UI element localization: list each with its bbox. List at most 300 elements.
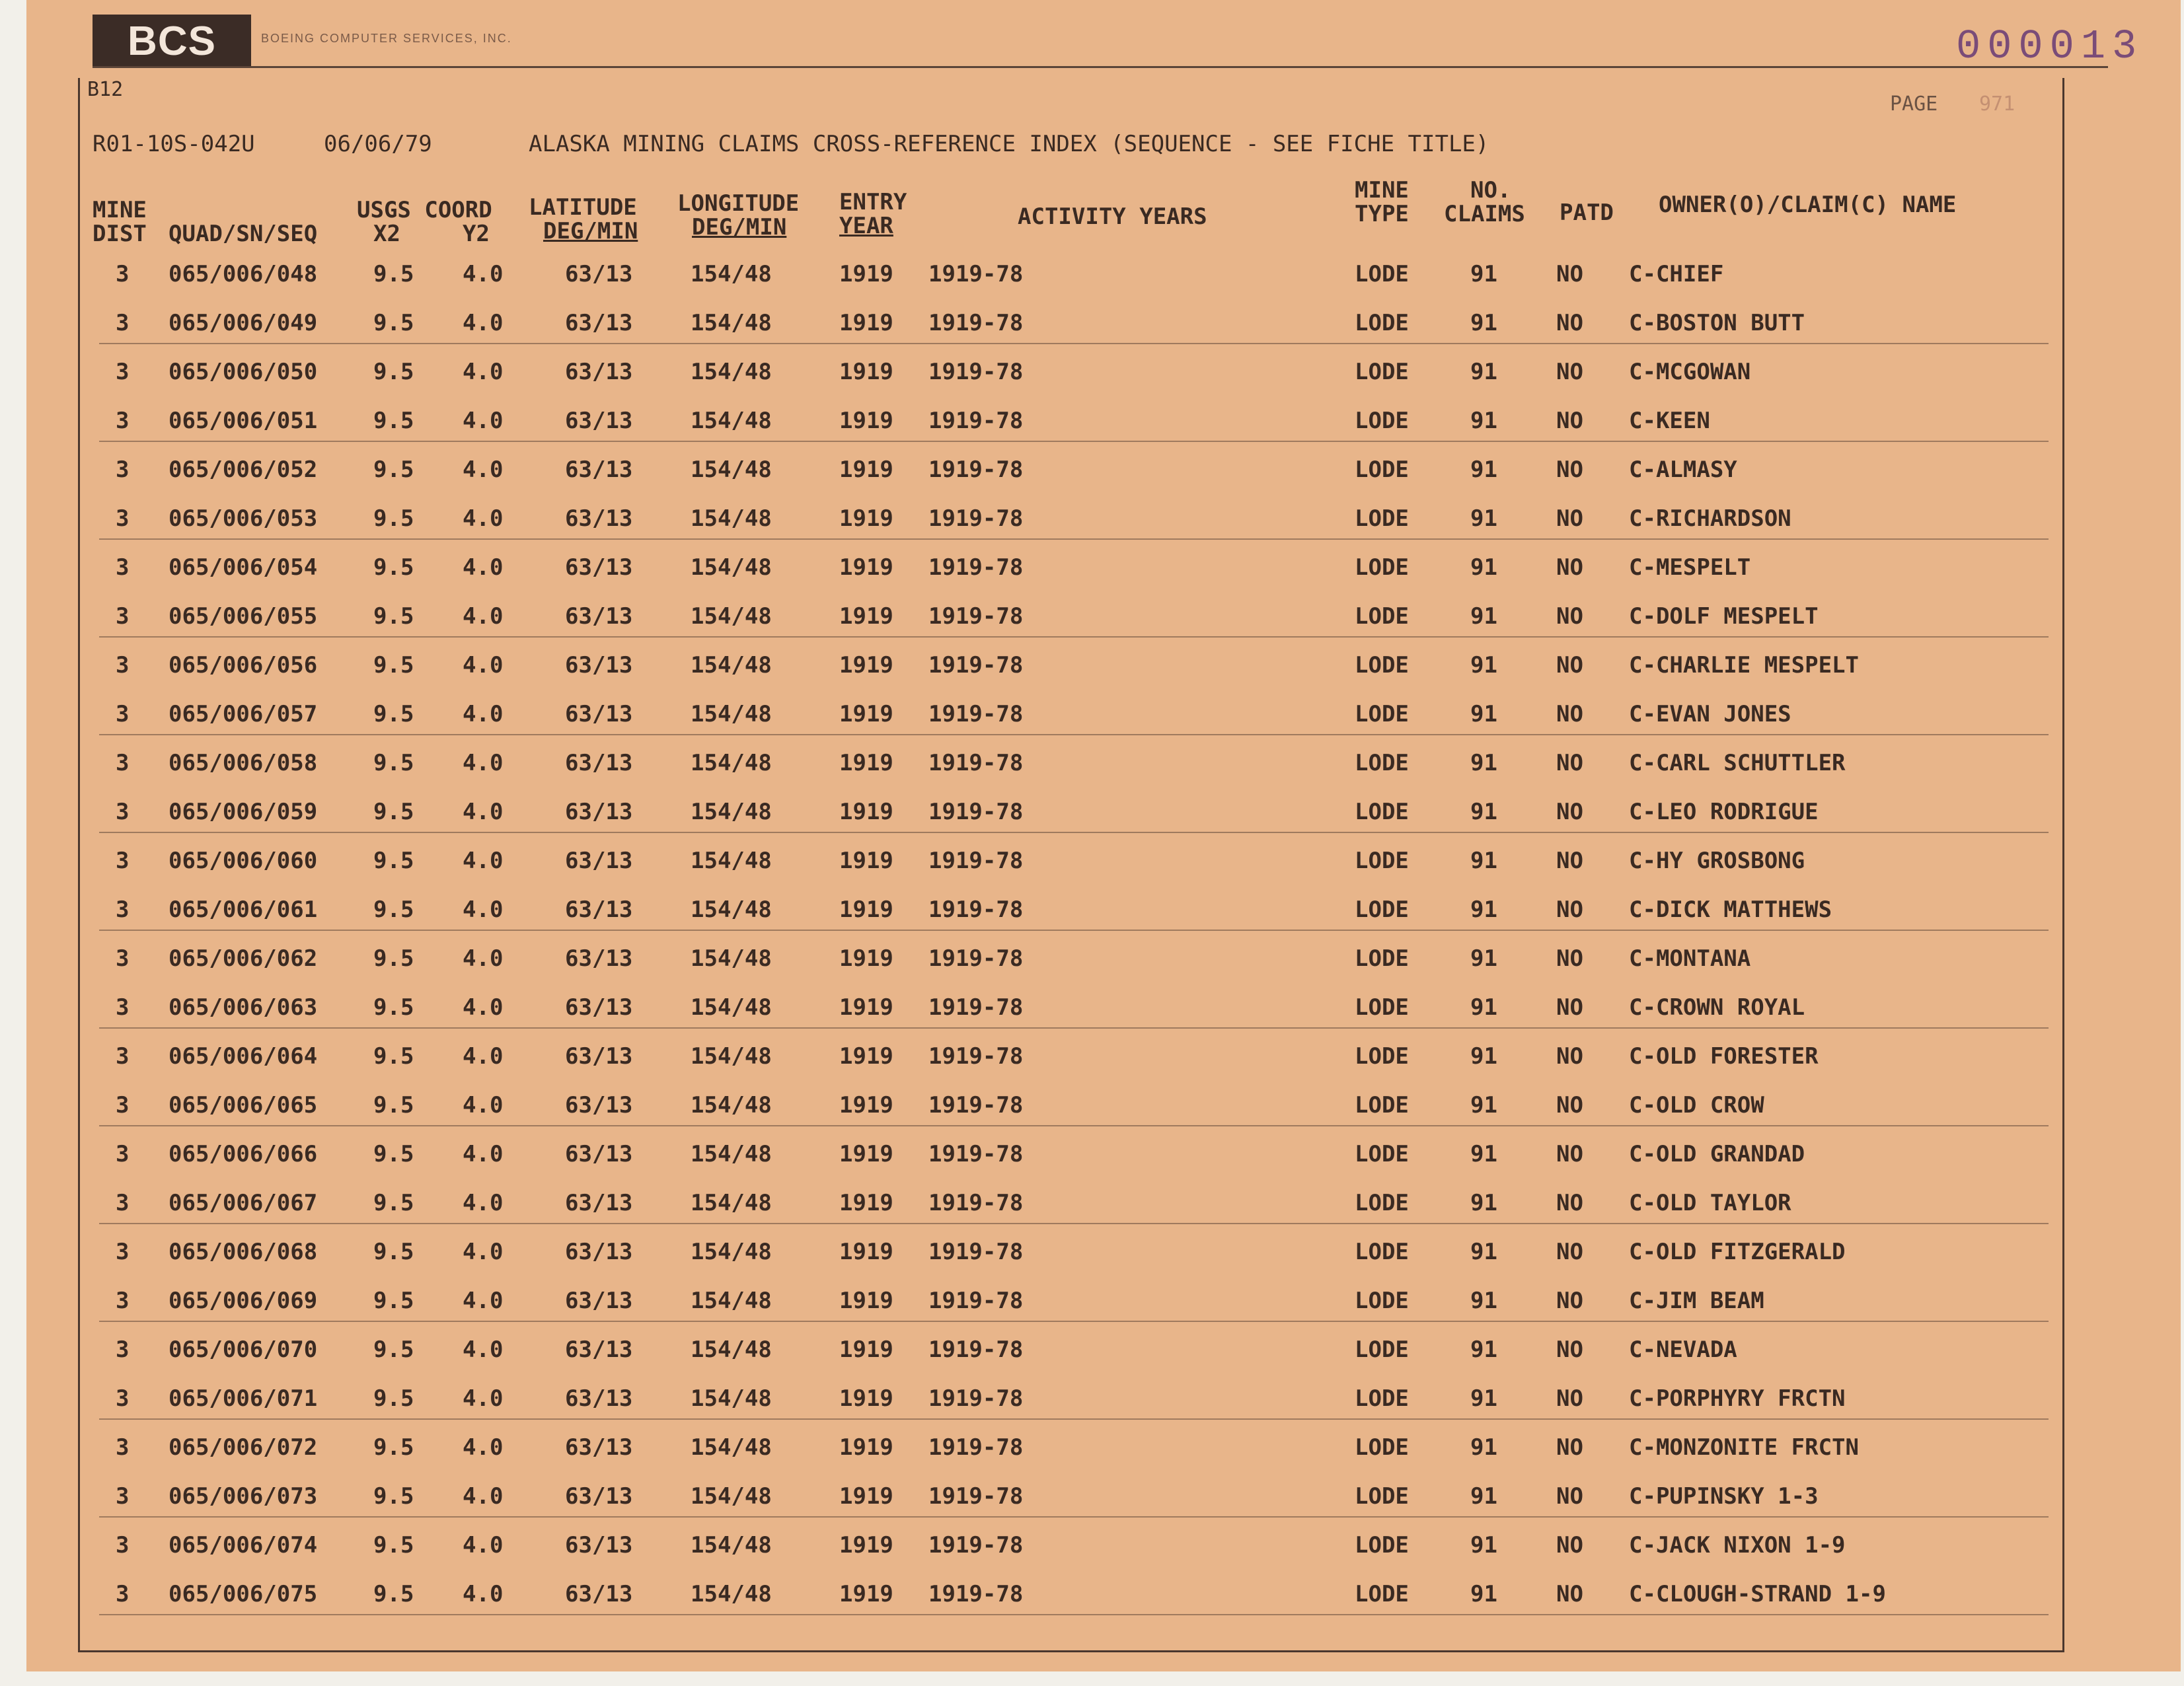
cell-latitude: 63/13	[565, 408, 633, 434]
cell-y2: 4.0	[463, 1239, 504, 1265]
cell-longitude: 154/48	[691, 1092, 772, 1118]
cell-latitude: 63/13	[565, 554, 633, 581]
cell-no-claims: 91	[1470, 1434, 1497, 1461]
cell-owner-claim-name: C-DICK MATTHEWS	[1629, 897, 1832, 923]
cell-quad: 065/006/061	[169, 897, 318, 923]
cell-quad: 065/006/052	[169, 457, 318, 483]
cell-patd: NO	[1556, 310, 1583, 336]
cell-x2: 9.5	[373, 1532, 414, 1558]
cell-x2: 9.5	[373, 554, 414, 581]
cell-entry-year: 1919	[839, 799, 893, 825]
cell-quad: 065/006/074	[169, 1532, 318, 1558]
cell-patd: NO	[1556, 994, 1583, 1021]
cell-mine-type: LODE	[1355, 1337, 1409, 1363]
cell-y2: 4.0	[463, 1288, 504, 1314]
cell-longitude: 154/48	[691, 945, 772, 972]
cell-patd: NO	[1556, 1434, 1583, 1461]
report-date: 06/06/79	[324, 131, 432, 157]
cell-mine-type: LODE	[1355, 1483, 1409, 1510]
col-mine-dist: MINE DIST	[93, 197, 147, 247]
cell-y2: 4.0	[463, 1385, 504, 1412]
cell-owner-claim-name: C-PUPINSKY 1-3	[1629, 1483, 1819, 1510]
cell-entry-year: 1919	[839, 1483, 893, 1510]
cell-entry-year: 1919	[839, 603, 893, 630]
table-row	[0, 1434, 2184, 1481]
cell-patd: NO	[1556, 799, 1583, 825]
cell-entry-year: 1919	[839, 505, 893, 532]
table-row	[0, 310, 2184, 356]
cell-latitude: 63/13	[565, 1581, 633, 1607]
cell-mine-dist: 3	[116, 1532, 130, 1558]
cell-longitude: 154/48	[691, 310, 772, 336]
row-divider	[99, 1125, 2049, 1126]
cell-x2: 9.5	[373, 994, 414, 1021]
cell-owner-claim-name: C-CHARLIE MESPELT	[1629, 652, 1859, 678]
cell-mine-type: LODE	[1355, 457, 1409, 483]
cell-latitude: 63/13	[565, 310, 633, 336]
row-divider	[99, 1418, 2049, 1420]
cell-patd: NO	[1556, 1141, 1583, 1167]
cell-quad: 065/006/058	[169, 750, 318, 776]
cell-activity-years: 1919-78	[928, 994, 1024, 1021]
cell-latitude: 63/13	[565, 799, 633, 825]
cell-mine-type: LODE	[1355, 1532, 1409, 1558]
table-row	[0, 1043, 2184, 1089]
cell-mine-type: LODE	[1355, 848, 1409, 874]
cell-owner-claim-name: C-MESPELT	[1629, 554, 1751, 581]
cell-mine-type: LODE	[1355, 261, 1409, 287]
cell-y2: 4.0	[463, 652, 504, 678]
cell-latitude: 63/13	[565, 1239, 633, 1265]
cell-mine-type: LODE	[1355, 1385, 1409, 1412]
cell-activity-years: 1919-78	[928, 554, 1024, 581]
row-divider	[99, 734, 2049, 735]
cell-y2: 4.0	[463, 701, 504, 727]
cell-latitude: 63/13	[565, 848, 633, 874]
cell-y2: 4.0	[463, 1581, 504, 1607]
cell-quad: 065/006/071	[169, 1385, 318, 1412]
cell-no-claims: 91	[1470, 1288, 1497, 1314]
cell-latitude: 63/13	[565, 945, 633, 972]
cell-latitude: 63/13	[565, 1385, 633, 1412]
cell-owner-claim-name: C-OLD GRANDAD	[1629, 1141, 1805, 1167]
cell-quad: 065/006/075	[169, 1581, 318, 1607]
cell-latitude: 63/13	[565, 701, 633, 727]
col-usgs-coord: USGS COORD	[357, 197, 492, 223]
row-divider	[99, 1614, 2049, 1615]
cell-latitude: 63/13	[565, 897, 633, 923]
cell-activity-years: 1919-78	[928, 1141, 1024, 1167]
cell-entry-year: 1919	[839, 457, 893, 483]
cell-owner-claim-name: C-MONZONITE FRCTN	[1629, 1434, 1859, 1461]
cell-quad: 065/006/059	[169, 799, 318, 825]
cell-latitude: 63/13	[565, 505, 633, 532]
cell-no-claims: 91	[1470, 1483, 1497, 1510]
cell-patd: NO	[1556, 750, 1583, 776]
cell-mine-dist: 3	[116, 359, 130, 385]
row-divider	[99, 343, 2049, 344]
col-mine-type: MINE TYPE	[1355, 177, 1409, 227]
col-y2: Y2	[463, 221, 490, 247]
cell-mine-dist: 3	[116, 1483, 130, 1510]
cell-activity-years: 1919-78	[928, 945, 1024, 972]
cell-mine-dist: 3	[116, 701, 130, 727]
table-row	[0, 652, 2184, 698]
cell-x2: 9.5	[373, 1288, 414, 1314]
cell-longitude: 154/48	[691, 1385, 772, 1412]
col-x2: X2	[373, 221, 400, 247]
row-divider	[99, 1027, 2049, 1029]
cell-latitude: 63/13	[565, 1532, 633, 1558]
cell-entry-year: 1919	[839, 652, 893, 678]
cell-y2: 4.0	[463, 750, 504, 776]
cell-latitude: 63/13	[565, 750, 633, 776]
cell-entry-year: 1919	[839, 261, 893, 287]
table-row	[0, 1532, 2184, 1578]
cell-activity-years: 1919-78	[928, 750, 1024, 776]
cell-mine-dist: 3	[116, 994, 130, 1021]
cell-quad: 065/006/062	[169, 945, 318, 972]
cell-activity-years: 1919-78	[928, 1434, 1024, 1461]
cell-patd: NO	[1556, 1288, 1583, 1314]
cell-latitude: 63/13	[565, 1043, 633, 1070]
cell-mine-dist: 3	[116, 554, 130, 581]
fiche-id: B12	[87, 78, 124, 101]
page-label: PAGE	[1890, 92, 1938, 116]
cell-mine-type: LODE	[1355, 1190, 1409, 1216]
cell-mine-type: LODE	[1355, 945, 1409, 972]
cell-activity-years: 1919-78	[928, 359, 1024, 385]
cell-activity-years: 1919-78	[928, 701, 1024, 727]
cell-mine-type: LODE	[1355, 505, 1409, 532]
table-row	[0, 1141, 2184, 1187]
cell-patd: NO	[1556, 652, 1583, 678]
cell-activity-years: 1919-78	[928, 310, 1024, 336]
cell-entry-year: 1919	[839, 994, 893, 1021]
cell-y2: 4.0	[463, 897, 504, 923]
cell-no-claims: 91	[1470, 799, 1497, 825]
cell-quad: 065/006/069	[169, 1288, 318, 1314]
cell-activity-years: 1919-78	[928, 848, 1024, 874]
cell-mine-dist: 3	[116, 750, 130, 776]
cell-mine-dist: 3	[116, 1141, 130, 1167]
cell-longitude: 154/48	[691, 750, 772, 776]
cell-x2: 9.5	[373, 701, 414, 727]
cell-mine-type: LODE	[1355, 1141, 1409, 1167]
cell-entry-year: 1919	[839, 310, 893, 336]
table-row	[0, 359, 2184, 405]
cell-mine-type: LODE	[1355, 1434, 1409, 1461]
cell-patd: NO	[1556, 701, 1583, 727]
cell-activity-years: 1919-78	[928, 1385, 1024, 1412]
cell-patd: NO	[1556, 603, 1583, 630]
cell-x2: 9.5	[373, 457, 414, 483]
cell-x2: 9.5	[373, 1239, 414, 1265]
cell-owner-claim-name: C-CROWN ROYAL	[1629, 994, 1805, 1021]
cell-latitude: 63/13	[565, 652, 633, 678]
cell-quad: 065/006/054	[169, 554, 318, 581]
cell-mine-type: LODE	[1355, 652, 1409, 678]
cell-y2: 4.0	[463, 1141, 504, 1167]
cell-no-claims: 91	[1470, 1532, 1497, 1558]
cell-mine-dist: 3	[116, 1337, 130, 1363]
cell-longitude: 154/48	[691, 261, 772, 287]
cell-longitude: 154/48	[691, 1239, 772, 1265]
cell-entry-year: 1919	[839, 1288, 893, 1314]
row-divider	[99, 930, 2049, 931]
cell-activity-years: 1919-78	[928, 1043, 1024, 1070]
cell-y2: 4.0	[463, 1190, 504, 1216]
cell-patd: NO	[1556, 1385, 1583, 1412]
cell-owner-claim-name: C-JACK NIXON 1-9	[1629, 1532, 1846, 1558]
col-activity-years: ACTIVITY YEARS	[1018, 203, 1207, 230]
cell-no-claims: 91	[1470, 848, 1497, 874]
cell-x2: 9.5	[373, 310, 414, 336]
cell-patd: NO	[1556, 1239, 1583, 1265]
cell-x2: 9.5	[373, 359, 414, 385]
cell-x2: 9.5	[373, 408, 414, 434]
cell-patd: NO	[1556, 848, 1583, 874]
cell-x2: 9.5	[373, 799, 414, 825]
table-row	[0, 1092, 2184, 1138]
cell-y2: 4.0	[463, 1043, 504, 1070]
cell-entry-year: 1919	[839, 1141, 893, 1167]
report-title: ALASKA MINING CLAIMS CROSS-REFERENCE INDEX (SEQUENCE - SEE FICHE TITLE)	[529, 131, 1489, 157]
col-no-claims: NO. CLAIMS	[1444, 177, 1525, 227]
cell-longitude: 154/48	[691, 897, 772, 923]
cell-mine-dist: 3	[116, 261, 130, 287]
cell-y2: 4.0	[463, 848, 504, 874]
cell-mine-type: LODE	[1355, 554, 1409, 581]
cell-patd: NO	[1556, 1337, 1583, 1363]
cell-quad: 065/006/049	[169, 310, 318, 336]
cell-quad: 065/006/066	[169, 1141, 318, 1167]
cell-patd: NO	[1556, 554, 1583, 581]
cell-entry-year: 1919	[839, 1092, 893, 1118]
cell-y2: 4.0	[463, 310, 504, 336]
cell-mine-type: LODE	[1355, 1581, 1409, 1607]
cell-mine-dist: 3	[116, 310, 130, 336]
cell-y2: 4.0	[463, 1434, 504, 1461]
cell-quad: 065/006/068	[169, 1239, 318, 1265]
cell-x2: 9.5	[373, 945, 414, 972]
cell-longitude: 154/48	[691, 1434, 772, 1461]
cell-longitude: 154/48	[691, 603, 772, 630]
cell-owner-claim-name: C-RICHARDSON	[1629, 505, 1791, 532]
cell-no-claims: 91	[1470, 554, 1497, 581]
cell-no-claims: 91	[1470, 652, 1497, 678]
cell-no-claims: 91	[1470, 750, 1497, 776]
cell-patd: NO	[1556, 261, 1583, 287]
cell-latitude: 63/13	[565, 1141, 633, 1167]
cell-activity-years: 1919-78	[928, 799, 1024, 825]
cell-longitude: 154/48	[691, 701, 772, 727]
cell-entry-year: 1919	[839, 701, 893, 727]
cell-latitude: 63/13	[565, 1434, 633, 1461]
cell-no-claims: 91	[1470, 994, 1497, 1021]
cell-entry-year: 1919	[839, 1581, 893, 1607]
cell-x2: 9.5	[373, 1581, 414, 1607]
cell-longitude: 154/48	[691, 994, 772, 1021]
cell-latitude: 63/13	[565, 359, 633, 385]
table-row	[0, 1483, 2184, 1529]
cell-mine-type: LODE	[1355, 701, 1409, 727]
cell-x2: 9.5	[373, 261, 414, 287]
cell-y2: 4.0	[463, 554, 504, 581]
cell-patd: NO	[1556, 945, 1583, 972]
cell-patd: NO	[1556, 1190, 1583, 1216]
cell-mine-dist: 3	[116, 408, 130, 434]
cell-x2: 9.5	[373, 1483, 414, 1510]
cell-longitude: 154/48	[691, 1337, 772, 1363]
cell-quad: 065/006/050	[169, 359, 318, 385]
cell-quad: 065/006/067	[169, 1190, 318, 1216]
cell-entry-year: 1919	[839, 945, 893, 972]
cell-entry-year: 1919	[839, 848, 893, 874]
cell-owner-claim-name: C-MCGOWAN	[1629, 359, 1751, 385]
cell-y2: 4.0	[463, 1483, 504, 1510]
cell-activity-years: 1919-78	[928, 1581, 1024, 1607]
cell-no-claims: 91	[1470, 945, 1497, 972]
cell-owner-claim-name: C-OLD FITZGERALD	[1629, 1239, 1846, 1265]
cell-activity-years: 1919-78	[928, 457, 1024, 483]
cell-y2: 4.0	[463, 408, 504, 434]
cell-owner-claim-name: C-CHIEF	[1629, 261, 1724, 287]
row-divider	[99, 1223, 2049, 1224]
cell-x2: 9.5	[373, 897, 414, 923]
row-divider	[99, 1321, 2049, 1322]
cell-longitude: 154/48	[691, 408, 772, 434]
cell-patd: NO	[1556, 1483, 1583, 1510]
table-row	[0, 945, 2184, 992]
cell-x2: 9.5	[373, 1092, 414, 1118]
cell-activity-years: 1919-78	[928, 1239, 1024, 1265]
cell-no-claims: 91	[1470, 1239, 1497, 1265]
cell-entry-year: 1919	[839, 897, 893, 923]
table-row	[0, 408, 2184, 454]
cell-y2: 4.0	[463, 1532, 504, 1558]
table-row	[0, 897, 2184, 943]
cell-owner-claim-name: C-CLOUGH-STRAND 1-9	[1629, 1581, 1886, 1607]
cell-quad: 065/006/057	[169, 701, 318, 727]
cell-owner-claim-name: C-KEEN	[1629, 408, 1710, 434]
cell-mine-type: LODE	[1355, 359, 1409, 385]
cell-no-claims: 91	[1470, 701, 1497, 727]
cell-entry-year: 1919	[839, 1190, 893, 1216]
col-longitude: LONGITUDE DEG/MIN	[677, 190, 800, 240]
cell-activity-years: 1919-78	[928, 408, 1024, 434]
col-quad: QUAD/SN/SEQ	[169, 221, 318, 247]
cell-mine-dist: 3	[116, 1043, 130, 1070]
cell-patd: NO	[1556, 408, 1583, 434]
cell-owner-claim-name: C-OLD TAYLOR	[1629, 1190, 1791, 1216]
cell-longitude: 154/48	[691, 1043, 772, 1070]
cell-longitude: 154/48	[691, 1141, 772, 1167]
cell-patd: NO	[1556, 457, 1583, 483]
cell-patd: NO	[1556, 359, 1583, 385]
cell-quad: 065/006/070	[169, 1337, 318, 1363]
cell-no-claims: 91	[1470, 359, 1497, 385]
cell-longitude: 154/48	[691, 1288, 772, 1314]
cell-longitude: 154/48	[691, 652, 772, 678]
cell-latitude: 63/13	[565, 261, 633, 287]
cell-activity-years: 1919-78	[928, 1190, 1024, 1216]
cell-activity-years: 1919-78	[928, 1337, 1024, 1363]
cell-no-claims: 91	[1470, 1092, 1497, 1118]
cell-patd: NO	[1556, 897, 1583, 923]
cell-mine-type: LODE	[1355, 1239, 1409, 1265]
row-divider	[99, 538, 2049, 540]
cell-mine-type: LODE	[1355, 1092, 1409, 1118]
page-number: 971	[1979, 92, 2015, 116]
table-row	[0, 701, 2184, 747]
cell-activity-years: 1919-78	[928, 505, 1024, 532]
cell-owner-claim-name: C-PORPHYRY FRCTN	[1629, 1385, 1846, 1412]
cell-mine-dist: 3	[116, 652, 130, 678]
cell-x2: 9.5	[373, 603, 414, 630]
cell-no-claims: 91	[1470, 1043, 1497, 1070]
table-row	[0, 750, 2184, 796]
cell-mine-type: LODE	[1355, 310, 1409, 336]
cell-activity-years: 1919-78	[928, 1483, 1024, 1510]
cell-entry-year: 1919	[839, 1385, 893, 1412]
cell-owner-claim-name: C-OLD FORESTER	[1629, 1043, 1819, 1070]
cell-y2: 4.0	[463, 1337, 504, 1363]
table-row	[0, 261, 2184, 307]
cell-longitude: 154/48	[691, 799, 772, 825]
col-entry-year: ENTRY YEAR	[839, 189, 907, 239]
cell-no-claims: 91	[1470, 457, 1497, 483]
cell-mine-dist: 3	[116, 1434, 130, 1461]
cell-owner-claim-name: C-CARL SCHUTTLER	[1629, 750, 1846, 776]
cell-activity-years: 1919-78	[928, 1092, 1024, 1118]
cell-no-claims: 91	[1470, 897, 1497, 923]
row-divider	[99, 1516, 2049, 1518]
cell-latitude: 63/13	[565, 603, 633, 630]
row-divider	[99, 832, 2049, 833]
cell-owner-claim-name: C-OLD CROW	[1629, 1092, 1764, 1118]
cell-latitude: 63/13	[565, 1483, 633, 1510]
cell-no-claims: 91	[1470, 1190, 1497, 1216]
cell-mine-dist: 3	[116, 457, 130, 483]
cell-longitude: 154/48	[691, 554, 772, 581]
cell-quad: 065/006/064	[169, 1043, 318, 1070]
cell-y2: 4.0	[463, 505, 504, 532]
cell-latitude: 63/13	[565, 1190, 633, 1216]
cell-x2: 9.5	[373, 652, 414, 678]
cell-owner-claim-name: C-ALMASY	[1629, 457, 1737, 483]
cell-latitude: 63/13	[565, 1288, 633, 1314]
cell-no-claims: 91	[1470, 1141, 1497, 1167]
cell-no-claims: 91	[1470, 505, 1497, 532]
cell-no-claims: 91	[1470, 261, 1497, 287]
cell-entry-year: 1919	[839, 359, 893, 385]
table-row	[0, 603, 2184, 649]
report-id: R01-10S-042U	[93, 131, 255, 157]
table-row	[0, 457, 2184, 503]
cell-no-claims: 91	[1470, 1385, 1497, 1412]
cell-quad: 065/006/072	[169, 1434, 318, 1461]
cell-mine-type: LODE	[1355, 897, 1409, 923]
cell-quad: 065/006/055	[169, 603, 318, 630]
cell-entry-year: 1919	[839, 1532, 893, 1558]
cell-entry-year: 1919	[839, 750, 893, 776]
cell-entry-year: 1919	[839, 1434, 893, 1461]
cell-mine-type: LODE	[1355, 1043, 1409, 1070]
cell-latitude: 63/13	[565, 1337, 633, 1363]
cell-longitude: 154/48	[691, 848, 772, 874]
cell-no-claims: 91	[1470, 1581, 1497, 1607]
